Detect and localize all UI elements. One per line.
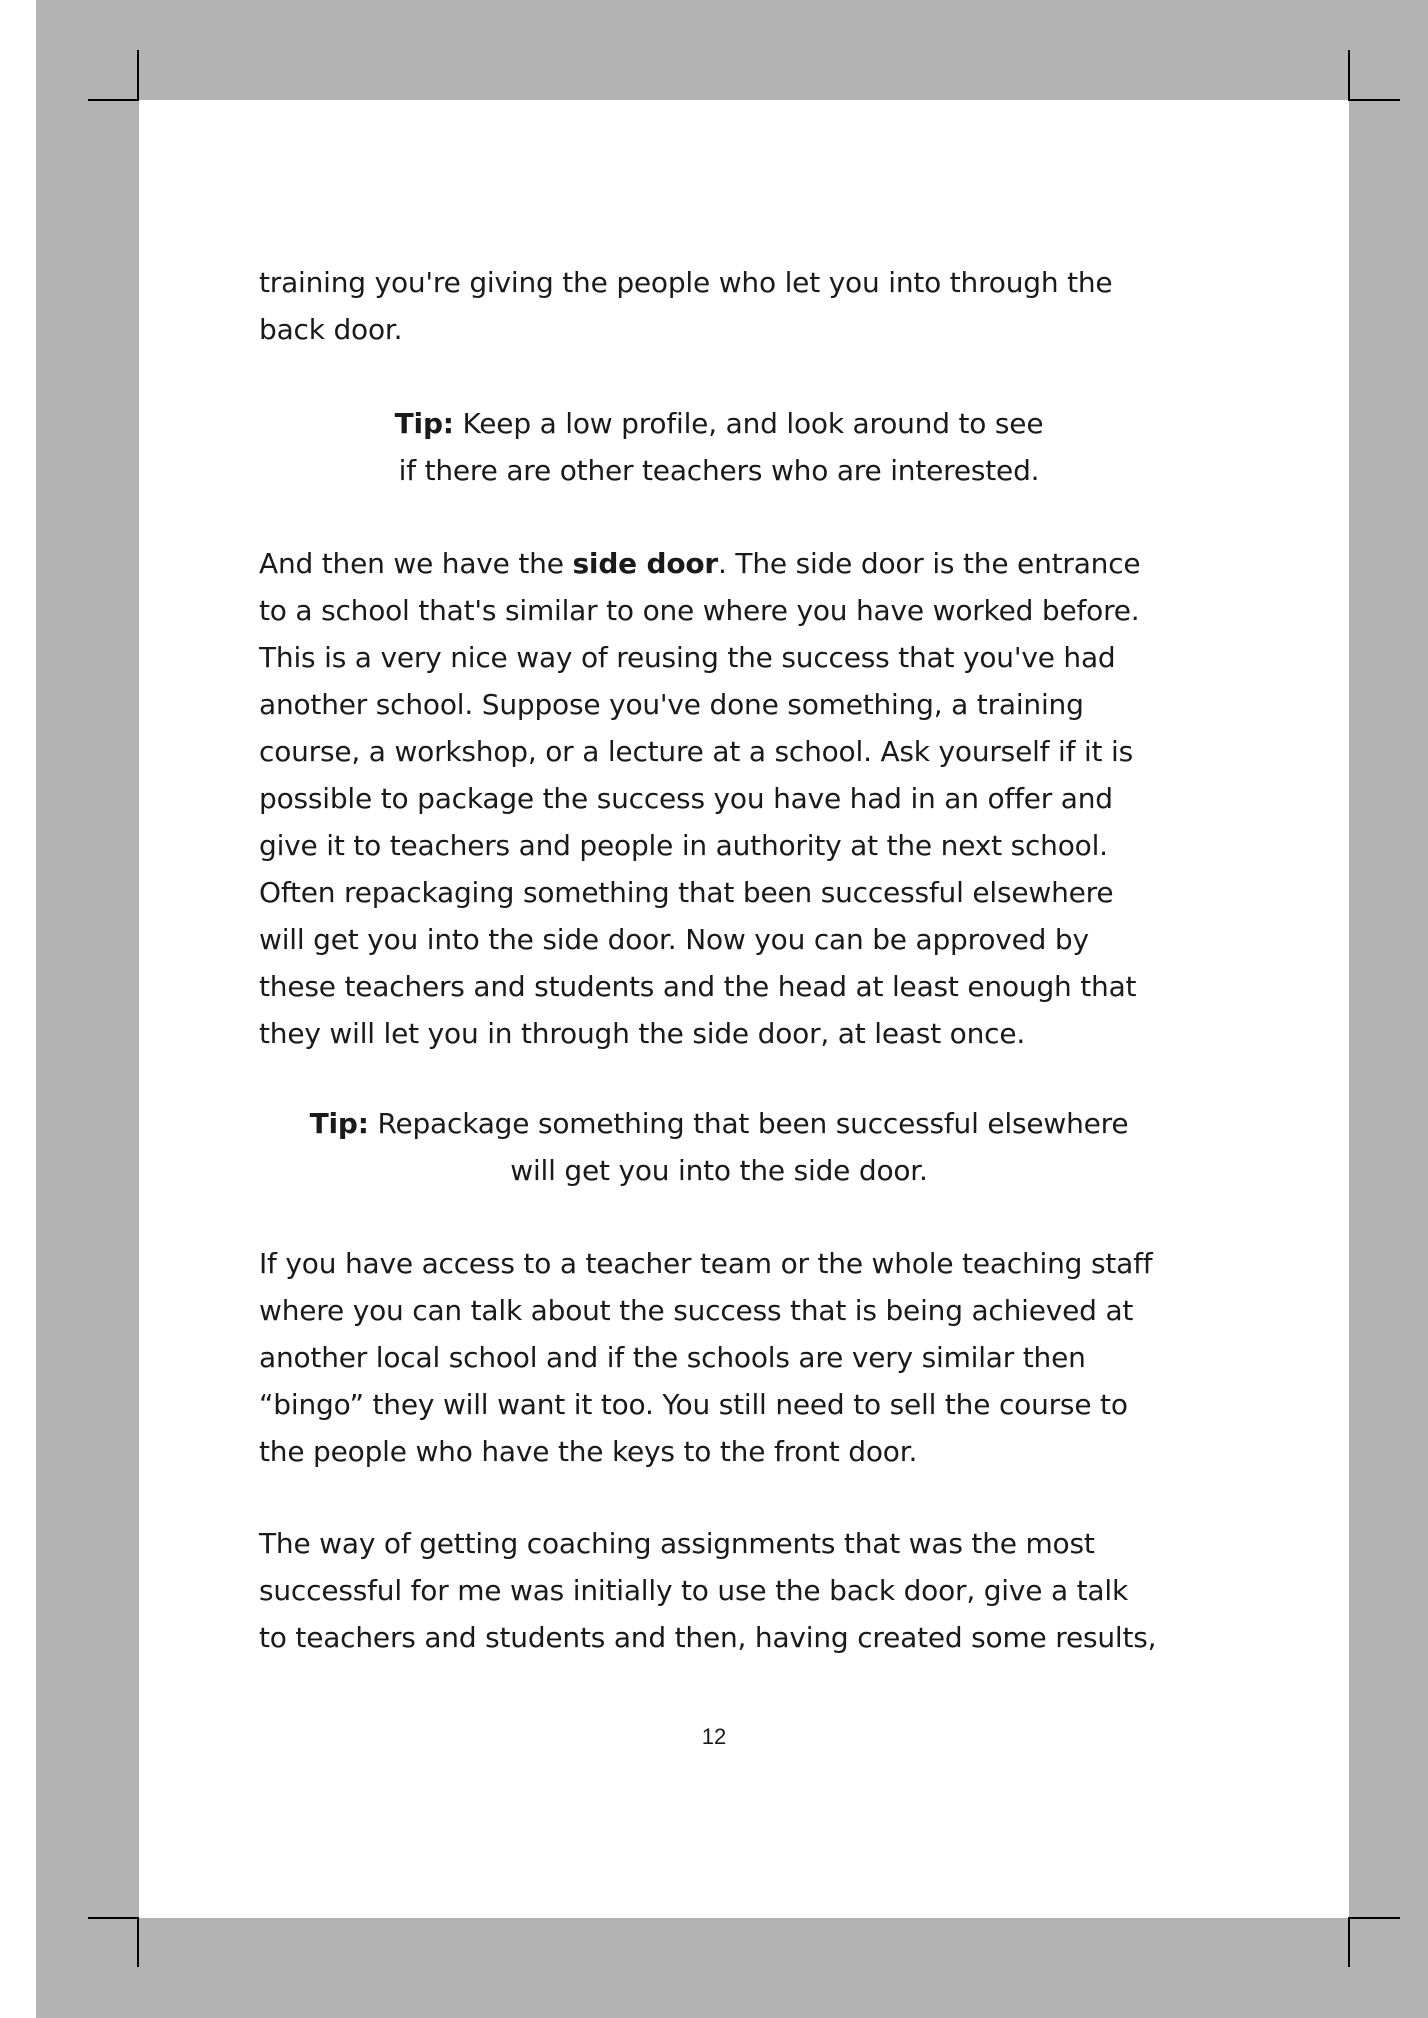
- tip-label: Tip:: [394, 407, 454, 440]
- tip-2: [259, 1100, 1179, 1194]
- text-line: This is a very nice way of reusing the success that you've had: [259, 641, 1116, 674]
- text-line: where you can talk about the success that is being achieved at: [259, 1294, 1134, 1327]
- crop-mark-top-left-vertical: [137, 50, 139, 100]
- crop-mark-bottom-right-vertical: [1348, 1917, 1350, 1967]
- tip-1: [259, 400, 1179, 494]
- text-segment: . The side door is the entrance: [718, 547, 1141, 580]
- text-line: training you're giving the people who let you into through the: [259, 266, 1113, 299]
- text-line: course, a workshop, or a lecture at a school. Ask yourself if it is: [259, 735, 1134, 768]
- paragraph-2: [259, 540, 1179, 1057]
- crop-mark-bottom-right-horizontal: [1348, 1917, 1400, 1919]
- paragraph-1: [259, 259, 1179, 353]
- text-line: The way of getting coaching assignments that was the most: [259, 1527, 1095, 1560]
- text-line: the people who have the keys to the front door.: [259, 1435, 918, 1468]
- text-line: give it to teachers and people in authority at the next school.: [259, 829, 1108, 862]
- text-line: back door.: [259, 313, 403, 346]
- text-line: these teachers and students and the head at least enough that: [259, 970, 1137, 1003]
- crop-mark-top-right-vertical: [1348, 50, 1350, 100]
- text-line: to teachers and students and then, having created some results,: [259, 1621, 1157, 1654]
- text-line: successful for me was initially to use the back door, give a talk: [259, 1574, 1128, 1607]
- text-line: If you have access to a teacher team or the whole teaching staff: [259, 1247, 1153, 1280]
- tip-text: if there are other teachers who are interested.: [398, 454, 1040, 487]
- text-line: will get you into the side door. Now you can be approved by: [259, 923, 1089, 956]
- bold-term: side door: [572, 547, 719, 580]
- crop-mark-bottom-left-horizontal: [88, 1917, 139, 1919]
- text-line: possible to package the success you have had in an offer and: [259, 782, 1113, 815]
- text-line: another local school and if the schools are very similar then: [259, 1341, 1086, 1374]
- text-line: “bingo” they will want it too. You still need to sell the course to: [259, 1388, 1128, 1421]
- tip-label: Tip:: [309, 1107, 369, 1140]
- page-number: 12: [701, 1724, 727, 1749]
- crop-mark-bottom-left-vertical: [137, 1917, 139, 1967]
- tip-text: will get you into the side door.: [510, 1154, 928, 1187]
- tip-text: Repackage something that been successful elsewhere: [368, 1107, 1129, 1140]
- text-segment: And then we have the: [259, 547, 573, 580]
- tip-text: Keep a low profile, and look around to see: [453, 407, 1044, 440]
- text-line: to a school that's similar to one where you have worked before.: [259, 594, 1140, 627]
- text-line: Often repackaging something that been successful elsewhere: [259, 876, 1114, 909]
- text-line: they will let you in through the side door, at least once.: [259, 1017, 1026, 1050]
- paragraph-3: [259, 1240, 1179, 1475]
- crop-mark-top-left-horizontal: [88, 99, 139, 101]
- text-line: another school. Suppose you've done something, a training: [259, 688, 1084, 721]
- paragraph-4: [259, 1520, 1179, 1661]
- crop-mark-top-right-horizontal: [1348, 99, 1400, 101]
